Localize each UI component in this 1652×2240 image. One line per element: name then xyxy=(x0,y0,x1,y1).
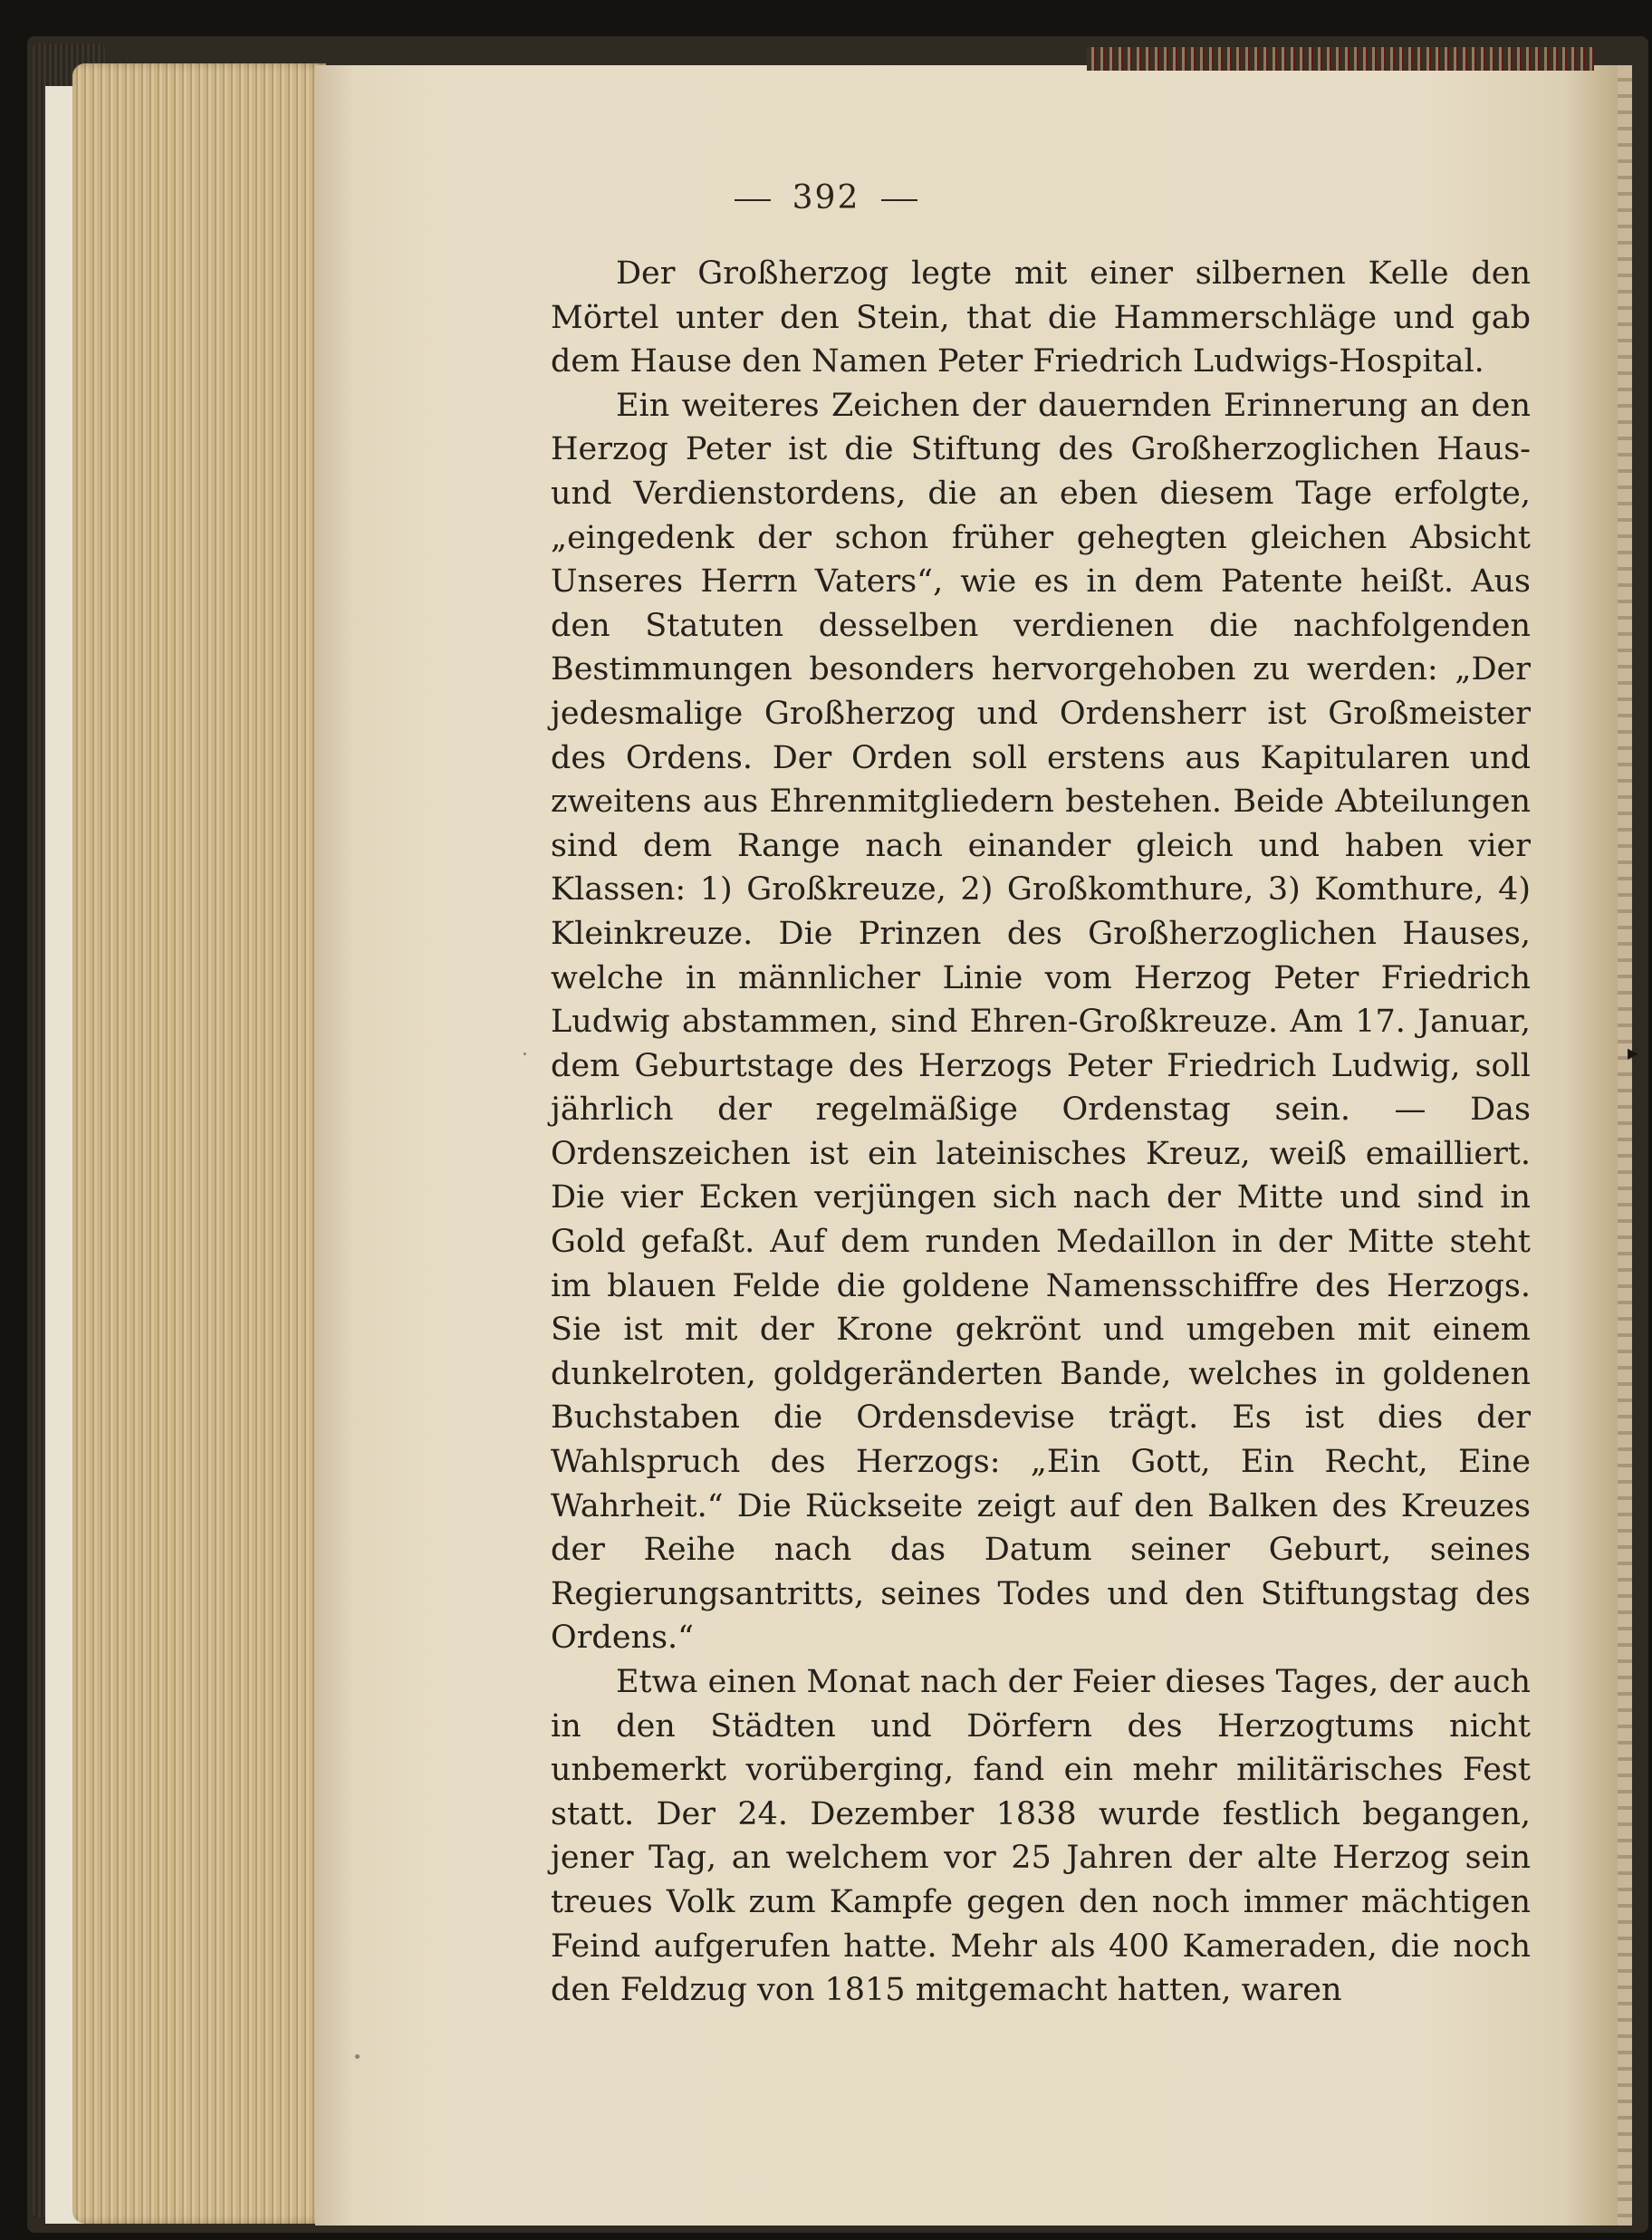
paragraph-2: Ein weiteres Zeichen der dauernden Erinnerung an den Herzog Peter ist die Stiftung des Großherzoglichen Haus- und Verdienstordens, die an eben diesem Tage erfolgte, „eingedenk der schon früher gehegten gleichen Absicht Unseres Herrn Vaters“, wie es in dem Patente heißt. Aus den Statuten desselben verdienen die nachfolgenden Bestimmungen besonders hervorgehoben zu werden: „Der jedesmalige Großherzog und Ordensherr ist Großmeister des Ordens. Der Orden soll erstens aus Kapitularen und zweitens aus Ehrenmitgliedern bestehen. Beide Abteilungen sind dem Range nach einander gleich und haben vier Klassen: 1) Großkreuze, 2) Großkomthure, 3) Komthure, 4) Kleinkreuze. Die Prinzen des Großherzoglichen Hauses, welche in männlicher Linie vom Herzog Peter Friedrich Ludwig abstammen, sind Ehren-Großkreuze. Am 17. Januar, dem Geburtstage des Herzogs Peter Friedrich Ludwig, soll jährlich der regelmäßige Ordenstag sein. — Das Ordenszeichen ist ein lateinisches Kreuz, weiß emailliert. Die vier Ecken verjüngen sich nach der Mitte und sind in Gold gefaßt. Auf dem runden Medaillon in der Mitte steht im blauen Felde die goldene Namensschiffre des Herzogs. Sie ist mit der Krone gekrönt und umgeben mit einem dunkelroten, goldgeränderten Bande, welches in goldenen Buchstaben die Ordensdevise trägt. Es ist dies der Wahlspruch des Herzogs: „Ein Gott, Ein Recht, Eine Wahrheit.“ Die Rückseite zeigt auf den Balken des Kreuzes der Reihe nach das Datum seiner Geburt, seines Regierungsantritts, seines Todes und den Stiftungstag des Ordens.“ xyxy=(551,387,1531,1657)
headband xyxy=(1087,47,1594,71)
paragraph-1: Der Großherzog legte mit einer silbernen Kelle den Mörtel unter den Stein, that die Hammerschläge und gab dem Hause den Namen Peter Friedrich Ludwigs-Hospital. xyxy=(551,255,1531,380)
page-edges xyxy=(72,63,326,2224)
gutter-edge xyxy=(1618,65,1632,2226)
speck xyxy=(523,1053,526,1055)
body-text xyxy=(551,252,1531,2013)
page-number xyxy=(0,179,1652,216)
page-number-text: 392 xyxy=(792,179,860,216)
speck xyxy=(355,2054,360,2059)
edge-marker-icon: ▸ xyxy=(1628,1040,1639,1065)
paragraph-3: Etwa einen Monat nach der Feier dieses Tages, der auch in den Städten und Dörfern des Herzogtums nicht unbemerkt vorüberging, fand ein mehr militärisches Fest statt. Der 24. Dezember 1838 wurde festlich begangen, jener Tag, an welchem vor 25 Jahren der alte Herzog sein treues Volk zum Kampfe gegen den noch immer mächtigen Feind aufgerufen hatte. Mehr als 400 Kameraden, die noch den Feldzug von 1815 mitgemacht hatten, waren xyxy=(551,1664,1531,2009)
folio-dash-left xyxy=(735,199,771,201)
folio-dash-right xyxy=(881,199,917,201)
